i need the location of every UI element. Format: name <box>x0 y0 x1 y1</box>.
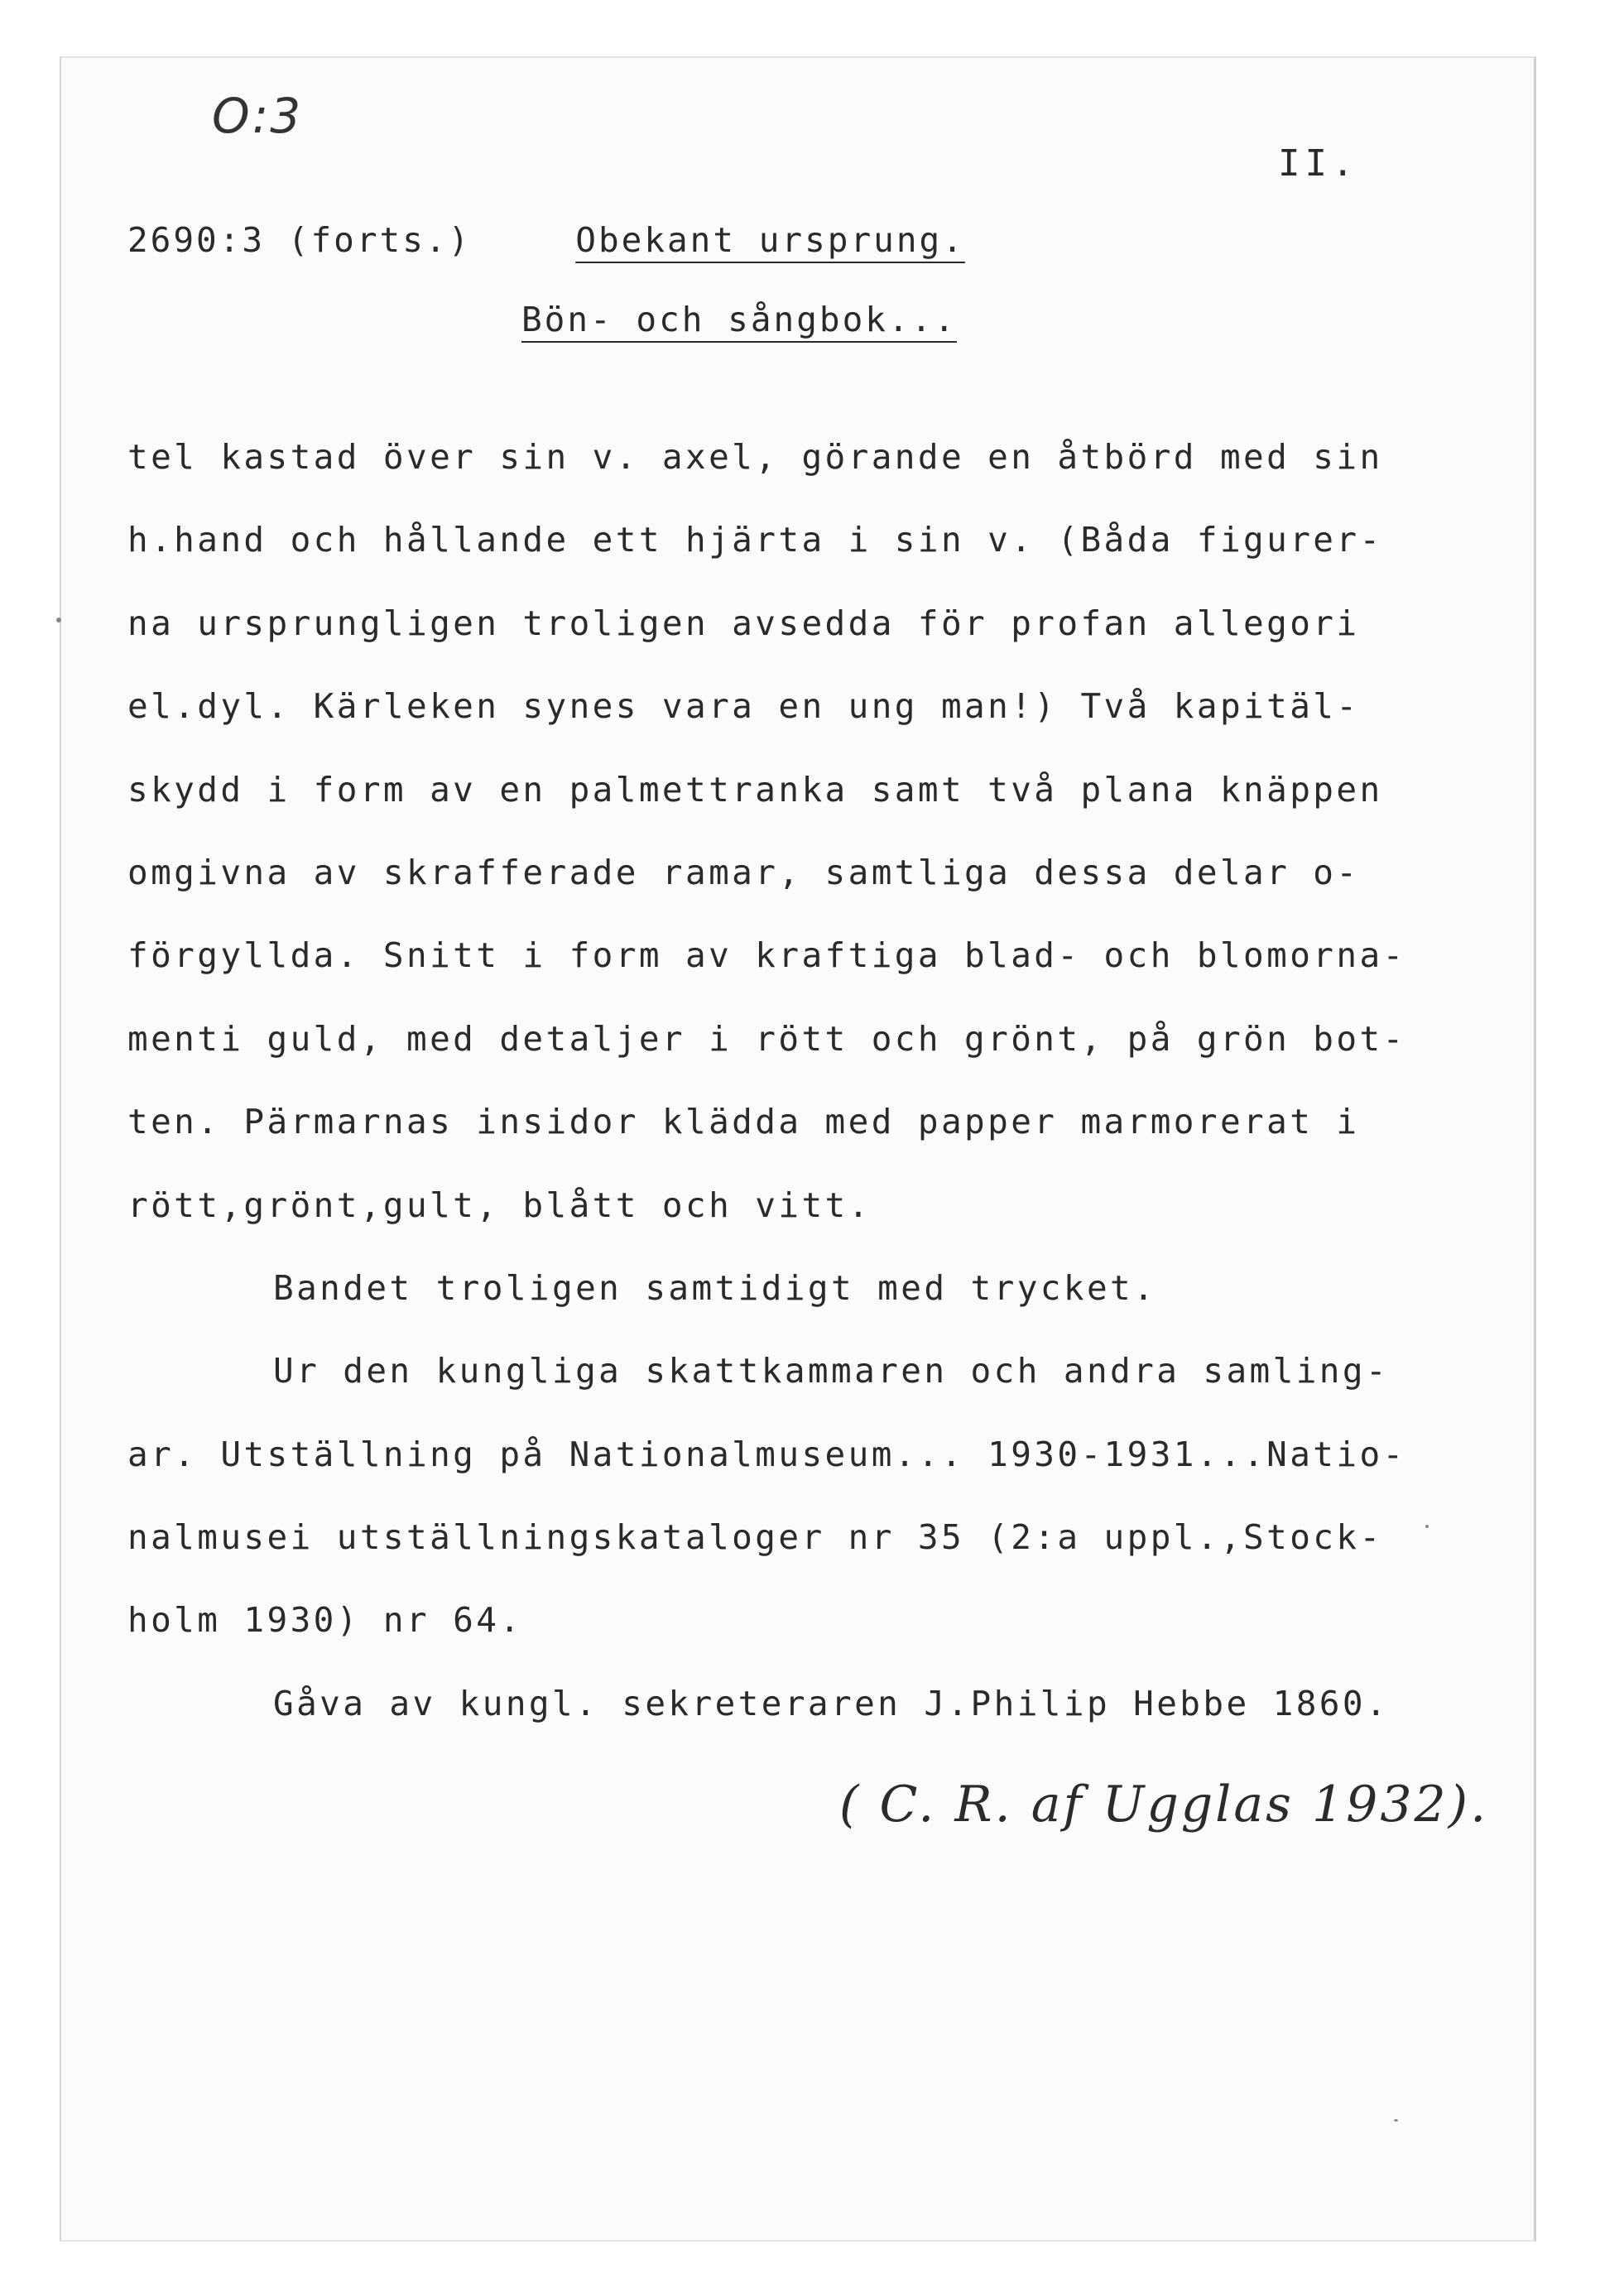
exhibition-line: Ur den kungliga skattkammaren och andra samling- <box>273 1351 1390 1391</box>
body-line: na ursprungligen troligen avsedda för profan allegori <box>127 603 1360 643</box>
title-heading: Bön- och sångbok... <box>521 300 957 339</box>
body-line: menti guld, med detaljer i rött och grönt, på grön bot- <box>127 1018 1406 1059</box>
body-line: el.dyl. Kärleken synes vara en ung man!) Två kapitäl- <box>127 686 1360 727</box>
exhibition-line: ar. Utställning på Nationalmuseum... 1930-1931...Natio- <box>127 1434 1406 1474</box>
catalog-mark: O:3 <box>212 88 303 144</box>
body-line: ten. Pärmarnas insidor klädda med papper marmorerat i <box>127 1102 1360 1142</box>
paragraph-band: Bandet troligen samtidigt med trycket. <box>273 1267 1157 1308</box>
exhibition-line: holm 1930) nr 64. <box>127 1600 523 1641</box>
body-line: förgyllda. Snitt i form av kraftiga blad- och blomorna- <box>127 935 1406 976</box>
body-line: omgivna av skrafferade ramar, samtliga dessa delar o- <box>127 852 1360 892</box>
handwritten-signature: ( C. R. af Ugglas 1932). <box>839 1776 1489 1834</box>
body-line: rött,grönt,gult, blått och vitt. <box>127 1185 872 1225</box>
paper-speck <box>56 618 61 622</box>
exhibition-line: nalmusei utställningskataloger nr 35 (2:a uppl.,Stock- <box>127 1517 1383 1558</box>
body-line: h.hand och hållande ett hjärta i sin v. (Båda figurer- <box>127 520 1383 560</box>
paper-speck <box>1425 1525 1429 1528</box>
catalog-card <box>60 56 1536 2242</box>
paper-speck <box>1394 2119 1398 2122</box>
reference-number: 2690:3 (forts.) <box>127 220 472 260</box>
body-line: tel kastad över sin v. axel, görande en åtbörd med sin <box>127 437 1383 477</box>
paragraph-gift: Gåva av kungl. sekreteraren J.Philip Hebbe 1860. <box>273 1683 1390 1723</box>
body-line: skydd i form av en palmettranka samt två plana knäppen <box>127 769 1383 810</box>
origin-heading: Obekant ursprung. <box>575 220 965 260</box>
body-text <box>127 416 1535 1745</box>
page-number: II. <box>1278 142 1359 185</box>
reference-line <box>127 220 965 260</box>
